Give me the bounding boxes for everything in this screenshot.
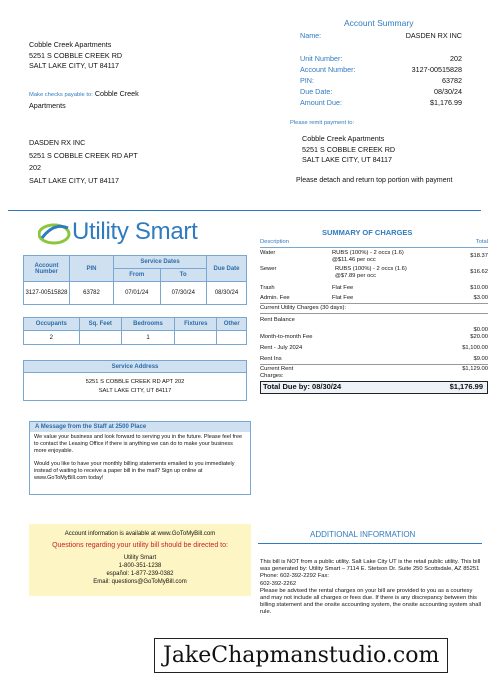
- charge-desc: Trash: [260, 285, 275, 291]
- summary-title: SUMMARY OF CHARGES: [322, 228, 413, 237]
- to-header: To: [160, 269, 207, 282]
- account-table: [23, 255, 247, 305]
- staff-message-title: A Message from the Staff at 2500 Place: [30, 422, 250, 432]
- account-number-header: Account Number: [24, 256, 70, 282]
- detach-line: [8, 210, 481, 211]
- charge-amount: $3.00: [473, 295, 488, 301]
- rent-july-amount: $1,100.00: [462, 345, 488, 351]
- total-due-box: [260, 381, 488, 394]
- fixtures-cell: [175, 331, 217, 345]
- name-label: Name:: [300, 31, 322, 40]
- contact-company: Utility Smart: [123, 555, 157, 561]
- staff-message-p2: Would you like to have your monthly billing statements emailed to you immediately instead of waiting to receive a paper bill in the mail? Sign up online at www.GoToMyBill.com today!: [34, 461, 235, 481]
- due-date-value: 08/30/24: [434, 87, 462, 96]
- sender-street: 5251 S COBBLE CREEK RD: [29, 50, 123, 60]
- other-cell: [217, 331, 247, 345]
- recipient-name: DASDEN RX INC: [29, 138, 86, 147]
- recipient-city: SALT LAKE CITY, UT 84117: [29, 175, 120, 185]
- occupancy-table: [23, 317, 247, 345]
- charge-desc: Sewer: [260, 266, 277, 272]
- pin-header: PIN: [70, 256, 114, 282]
- unit-number-label: Unit Number:: [300, 54, 343, 63]
- charge-detail: RUBS (100%) - 2 occs (1.6) @$11.46 per occ: [332, 250, 404, 263]
- service-address-line-2: SALT LAKE CITY, UT 84117: [98, 387, 172, 394]
- payable-label: Make checks payable to:: [29, 92, 93, 98]
- rent-balance-amount: $0.00: [473, 327, 488, 333]
- total-due-label: Total Due by: 08/30/24: [263, 382, 342, 391]
- service-dates-header: Service Dates: [114, 256, 207, 269]
- charge-detail: RUBS (100%) - 2 occs (1.6) @$7.89 per occ: [335, 266, 407, 279]
- contact-box: [29, 524, 251, 596]
- sender-city: SALT LAKE CITY, UT 84117: [29, 61, 120, 70]
- rent-ins-amount: $9.00: [473, 356, 488, 362]
- bedrooms-cell: 1: [121, 331, 174, 345]
- contact-phone: 1-800-351-1238: [118, 563, 162, 569]
- charge-detail: Flat Fee: [332, 295, 354, 301]
- remit-sender: [29, 40, 122, 72]
- charge-amount: $10.00: [470, 285, 488, 291]
- account-summary-title: Account Summary: [344, 18, 414, 28]
- remit-street: 5251 S COBBLE CREEK RD: [302, 144, 396, 154]
- summary-of-charges: [260, 239, 488, 397]
- detach-note: Please detach and return top portion with payment: [296, 177, 453, 184]
- sender-name: Cobble Creek Apartments: [29, 40, 112, 49]
- from-cell: 07/01/24: [114, 282, 161, 305]
- charge-desc: Water: [260, 250, 276, 256]
- charge-amount: $18.37: [470, 253, 488, 259]
- logo-swoosh-icon: [38, 220, 72, 246]
- questions-line: Questions regarding your utility bill should be directed to:: [52, 542, 228, 549]
- amount-due-value: $1,176.99: [430, 98, 462, 107]
- sq-feet-cell: [79, 331, 121, 345]
- unit-number-value: 202: [450, 54, 462, 63]
- other-header: Other: [217, 318, 247, 331]
- sq-feet-header: Sq. Feet: [79, 318, 121, 331]
- to-cell: 07/30/24: [160, 282, 207, 305]
- service-address-header: Service Address: [24, 361, 247, 373]
- service-address-line-1: 5251 S COBBLE CREEK RD APT 202: [85, 378, 185, 385]
- remit-address: [302, 134, 395, 166]
- payable-name-1: Cobble Creek: [94, 89, 139, 98]
- due-date-header: Due Date: [207, 256, 247, 282]
- fixtures-header: Fixtures: [175, 318, 217, 331]
- total-due-amount: $1,176.99: [449, 382, 483, 391]
- additional-p1: This bill is NOT from a public utility. Salt Lake City UT is the retail public utility. This bill was generated by: Utility Smart – 7114 E. Stetson Dr. Suite 250 Scottsdale, AZ 85251 Phone: 602-392-2292 Fax:: [260, 559, 481, 580]
- col-total: Total: [475, 239, 488, 245]
- mtm-fee-label: Month-to-month Fee: [260, 334, 313, 340]
- remit-city: SALT LAKE CITY, UT 84117: [302, 155, 393, 164]
- pin-cell: 63782: [70, 282, 114, 305]
- account-number-label: Account Number:: [300, 65, 356, 74]
- additional-title: ADDITIONAL INFORMATION: [310, 530, 416, 539]
- occupants-cell: 2: [24, 331, 80, 345]
- remit-name: Cobble Creek Apartments: [302, 134, 385, 143]
- recipient-street-2: 202: [29, 163, 41, 172]
- due-date-cell: 08/30/24: [207, 282, 247, 305]
- charge-amount: $16.62: [470, 269, 488, 275]
- pin-value: 63782: [442, 76, 462, 85]
- due-date-label: Due Date:: [300, 87, 333, 96]
- charge-detail: Flat Fee: [332, 285, 354, 291]
- logo-text: Utility Smart: [72, 218, 198, 245]
- current-rent-amount: $1,129.00: [462, 366, 488, 372]
- mtm-fee-amount: $20.00: [470, 334, 488, 340]
- additional-divider: [258, 543, 482, 544]
- recipient-street-1: 5251 S COBBLE CREEK RD APT: [29, 150, 138, 160]
- recipient-address: [29, 137, 138, 187]
- account-info-line: Account information is available at www.GoToMyBill.com: [64, 531, 216, 537]
- additional-info: [260, 559, 482, 617]
- amount-due-label: Amount Due:: [300, 98, 342, 107]
- watermark-banner: JakeChapmanstudio.com: [154, 638, 448, 673]
- utility-smart-logo: [38, 218, 198, 248]
- rent-july-label: Rent - July 2024: [260, 345, 303, 351]
- account-number-cell: 3127-00515828: [24, 282, 70, 305]
- name-value: DASDEN RX INC: [405, 31, 462, 40]
- rent-balance-label: Rent Balance: [260, 317, 295, 323]
- contact-email: Email: questions@GoToMyBill.com: [93, 579, 187, 585]
- occupants-header: Occupants: [24, 318, 80, 331]
- account-summary: [300, 30, 462, 108]
- pin-label: PIN:: [300, 76, 314, 85]
- from-header: From: [114, 269, 161, 282]
- staff-message-p1: We value your business and look forward to serving you in the future. Please feel free to contact the Leasing Office if there is anything we can do to make your business more enjoyable.: [34, 434, 243, 454]
- current-utility-charges: Current Utility Charges (30 days):: [260, 305, 347, 311]
- current-rent-label: Current Rent Charges:: [260, 366, 294, 379]
- remit-label: Please remit payment to:: [290, 120, 355, 126]
- col-description: Description: [260, 239, 289, 245]
- bedrooms-header: Bedrooms: [121, 318, 174, 331]
- contact-espanol: español: 1-877-239-0382: [106, 571, 174, 577]
- rent-ins-label: Rent Ins: [260, 356, 282, 362]
- staff-message-box: [29, 421, 251, 495]
- payable-to: [29, 88, 179, 112]
- account-number-value: 3127-00515828: [411, 65, 462, 74]
- charge-desc: Admin. Fee: [260, 295, 290, 301]
- additional-p2: Please be advised the rental charges on your bill are provided to you as a courtesy and may not include all charges or fees due. If there is any discrepancy between this billing statement and the onsite accounting system, the onsite accounting system shall rule.: [260, 587, 482, 616]
- service-address-box: [23, 360, 247, 401]
- payable-name-2: Apartments: [29, 101, 66, 110]
- additional-fax: 602-392-2262: [260, 580, 297, 587]
